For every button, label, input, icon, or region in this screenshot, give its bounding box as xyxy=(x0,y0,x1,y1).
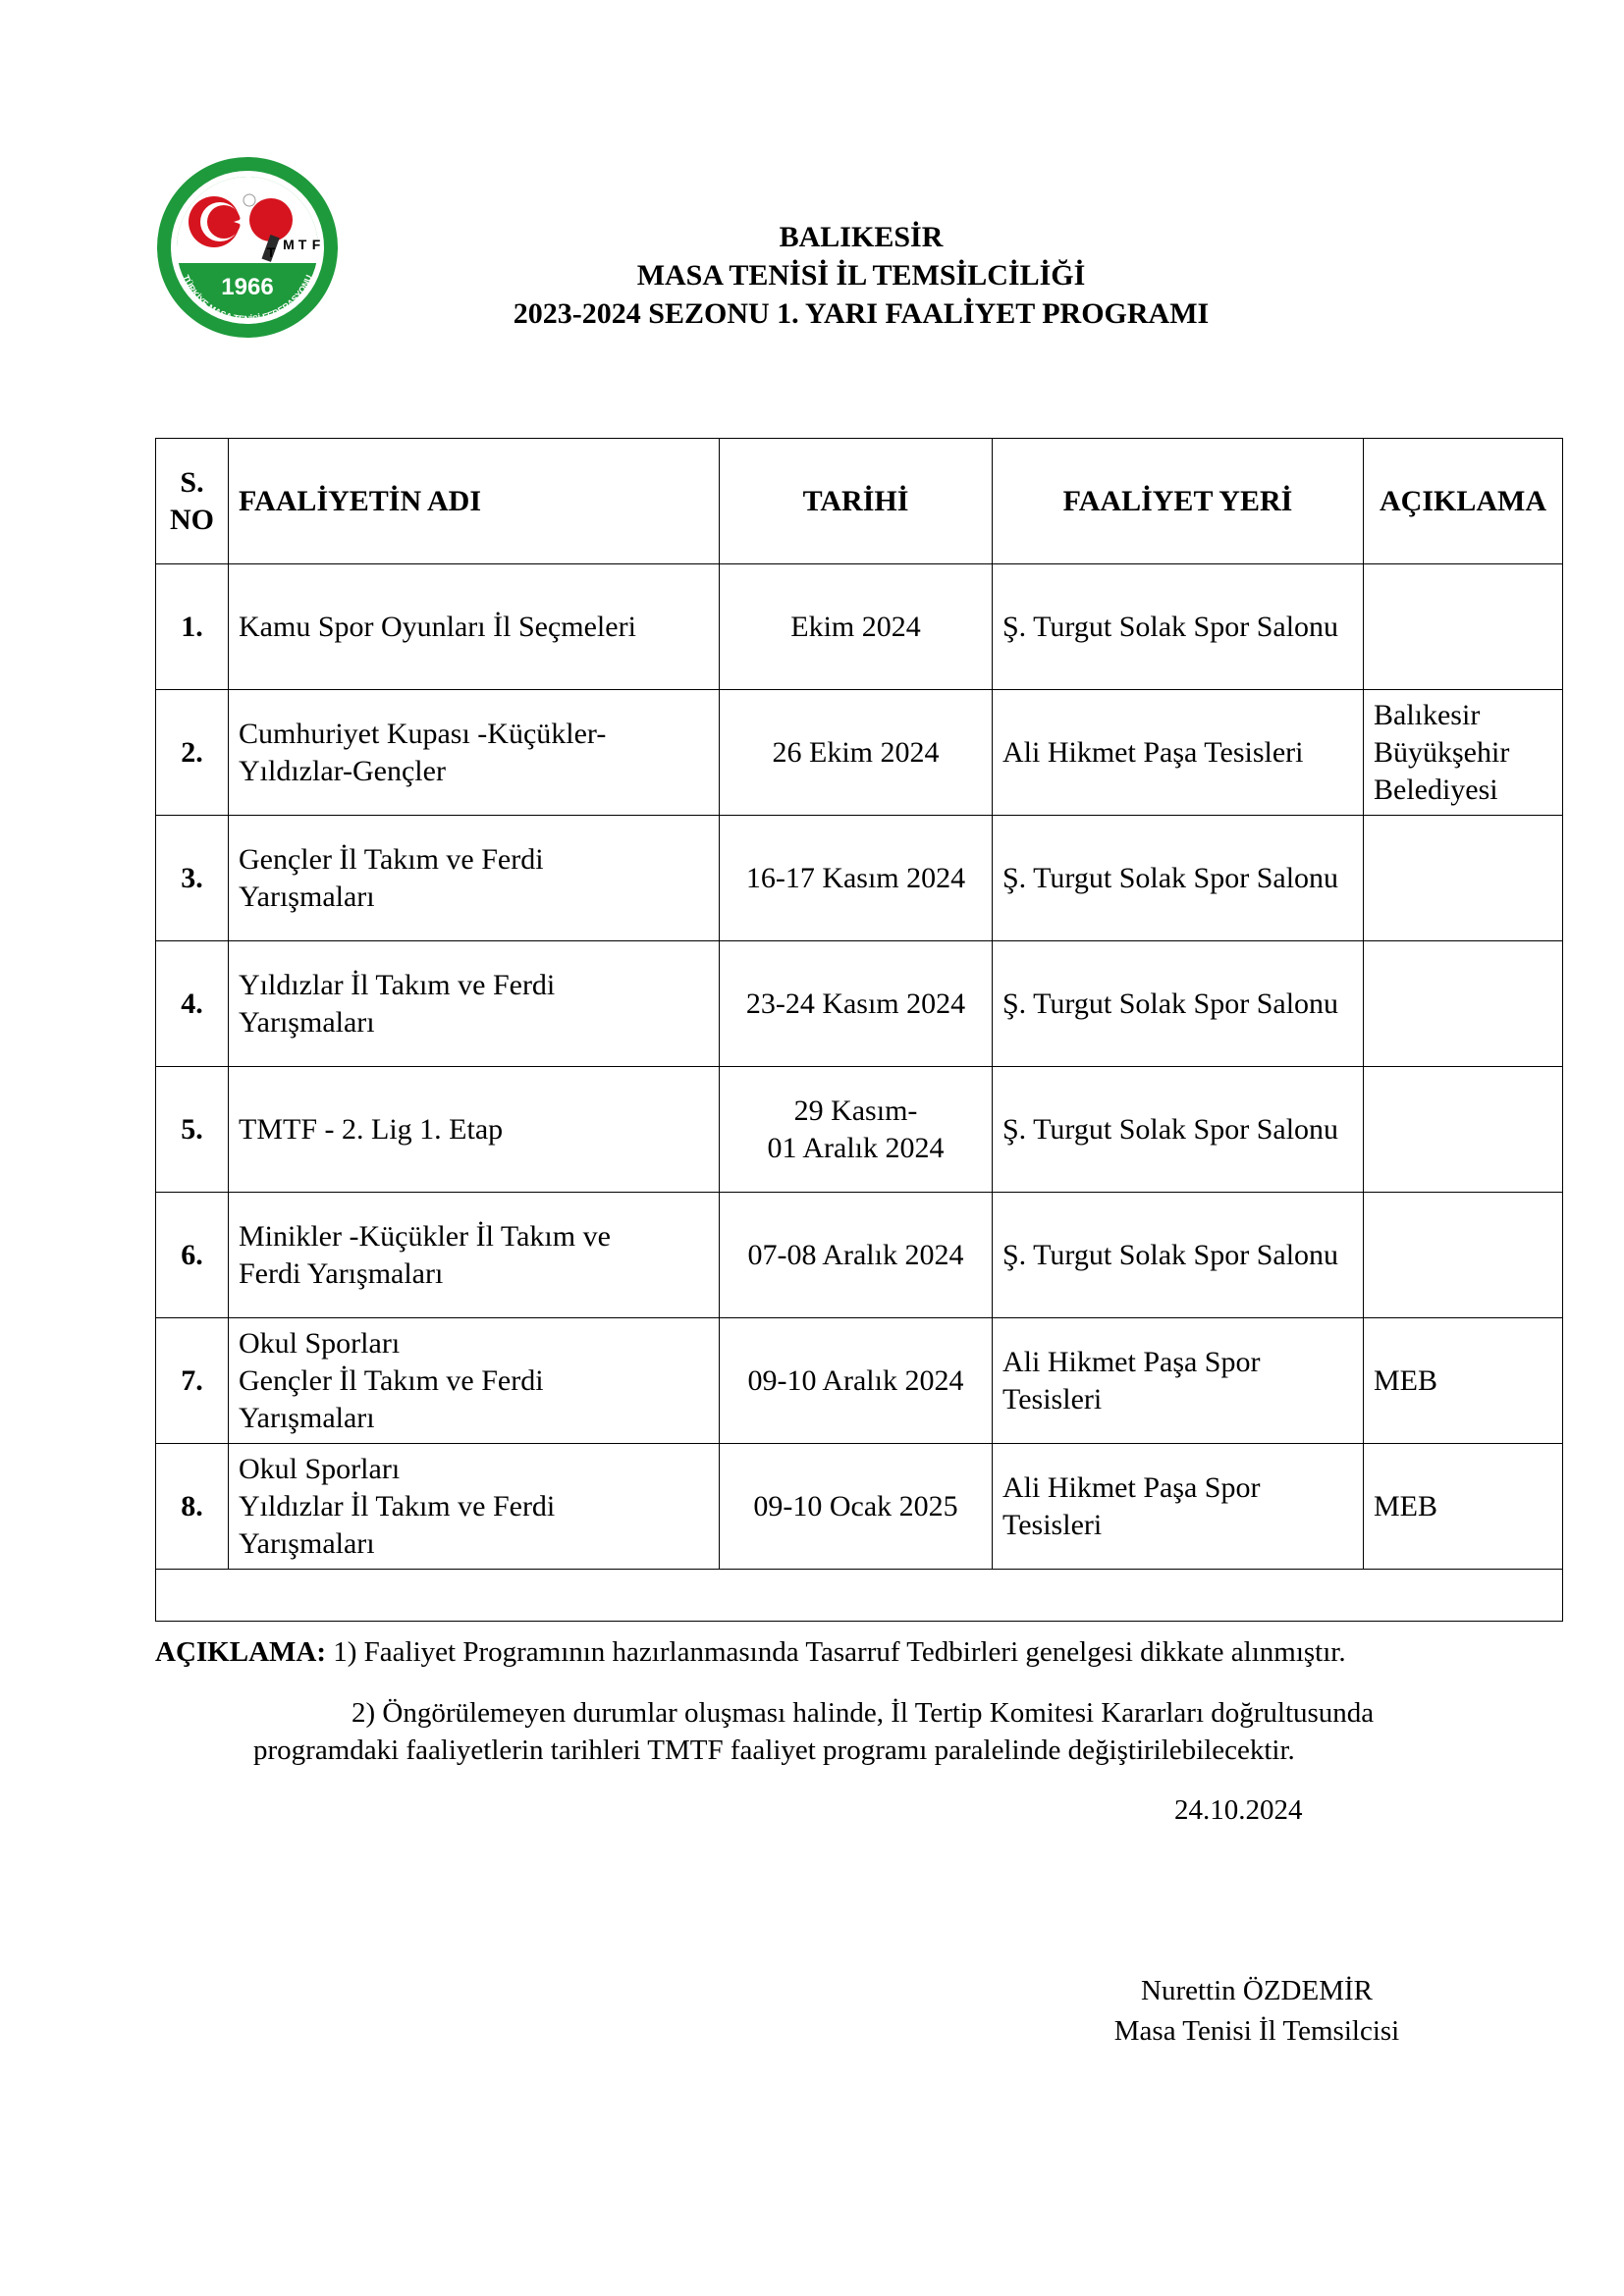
column-header-name: FAALİYETİN ADI xyxy=(229,439,720,564)
row-activity-name-line: Kamu Spor Oyunları İl Seçmeleri xyxy=(239,610,636,643)
row-activity-name-line: Yıldızlar-Gençler xyxy=(239,754,446,787)
row-activity-name xyxy=(229,1318,720,1444)
row-activity-name-line: Yıldızlar İl Takım ve Ferdi xyxy=(239,968,556,1001)
row-number: 3. xyxy=(156,816,229,941)
column-header-note: AÇIKLAMA xyxy=(1364,439,1563,564)
row-note-line: Büyükşehir xyxy=(1374,735,1510,769)
row-date-line: 26 Ekim 2024 xyxy=(772,735,940,769)
row-date xyxy=(720,941,993,1067)
row-activity-name xyxy=(229,690,720,816)
document-header xyxy=(295,218,1428,333)
row-date-line: 07-08 Aralık 2024 xyxy=(747,1238,964,1271)
row-date xyxy=(720,816,993,941)
row-number: 1. xyxy=(156,564,229,690)
note-label: AÇIKLAMA: xyxy=(155,1636,326,1668)
row-place xyxy=(993,816,1364,941)
table-row xyxy=(156,941,1563,1067)
row-note-line: MEB xyxy=(1374,1363,1438,1397)
row-activity-name xyxy=(229,1193,720,1318)
row-note-line: MEB xyxy=(1374,1489,1438,1522)
table-empty-row xyxy=(156,1570,1563,1622)
table-empty-cell xyxy=(156,1570,1563,1622)
note-item-1 xyxy=(155,1633,1346,1671)
row-note xyxy=(1364,1193,1563,1318)
logo-letter-m: M xyxy=(283,237,295,252)
logo-letter-t2: T xyxy=(298,237,307,252)
row-place-line: Ş. Turgut Solak Spor Salonu xyxy=(1002,610,1339,643)
row-date-line: 01 Aralık 2024 xyxy=(767,1131,945,1164)
table-row xyxy=(156,816,1563,941)
signatory-title: Masa Tenisi İl Temsilcisi xyxy=(1113,2015,1400,2047)
document-date: 24.10.2024 xyxy=(1174,1794,1303,1826)
header-city: BALIKESİR xyxy=(779,221,944,253)
row-note xyxy=(1364,564,1563,690)
row-place-line: Ş. Turgut Solak Spor Salonu xyxy=(1002,1112,1339,1146)
ball-icon xyxy=(244,194,255,206)
row-number: 6. xyxy=(156,1193,229,1318)
row-date-line: 23-24 Kasım 2024 xyxy=(745,987,966,1020)
row-activity-name-line: Yarışmaları xyxy=(239,880,375,913)
row-number: 7. xyxy=(156,1318,229,1444)
row-place-line: Ş. Turgut Solak Spor Salonu xyxy=(1002,987,1339,1020)
row-activity-name-line: Yarışmaları xyxy=(239,1005,375,1039)
table-row xyxy=(156,1193,1563,1318)
activity-program-table xyxy=(155,438,1563,1622)
row-place-line: Ali Hikmet Paşa Spor xyxy=(1002,1470,1261,1504)
row-note-line: Belediyesi xyxy=(1374,773,1498,806)
row-date xyxy=(720,564,993,690)
row-number: 5. xyxy=(156,1067,229,1193)
row-date xyxy=(720,1193,993,1318)
row-place xyxy=(993,564,1364,690)
row-activity-name xyxy=(229,941,720,1067)
row-date-line: 16-17 Kasım 2024 xyxy=(745,861,966,894)
row-note xyxy=(1364,1067,1563,1193)
logo-year: 1966 xyxy=(221,274,274,300)
row-activity-name-line: Yıldızlar İl Takım ve Ferdi xyxy=(239,1489,556,1522)
row-activity-name xyxy=(229,564,720,690)
row-date-line: 29 Kasım- xyxy=(793,1094,918,1127)
row-place xyxy=(993,1318,1364,1444)
row-activity-name xyxy=(229,1444,720,1570)
row-place xyxy=(993,941,1364,1067)
row-date xyxy=(720,1444,993,1570)
row-place-line: Tesisleri xyxy=(1002,1382,1103,1415)
row-activity-name-line: Gençler İl Takım ve Ferdi xyxy=(239,842,544,876)
row-place xyxy=(993,1444,1364,1570)
row-activity-name-line: Ferdi Yarışmaları xyxy=(239,1256,444,1290)
table-header-row xyxy=(156,439,1563,564)
row-note-line: Balıkesir xyxy=(1374,698,1481,731)
note-item-2-line1: 2) Öngörülemeyen durumlar oluşması halinde, İl Tertip Komitesi Kararları doğrultusunda xyxy=(352,1697,1375,1729)
row-place-line: Ali Hikmet Paşa Spor xyxy=(1002,1345,1261,1378)
signatory-name: Nurettin ÖZDEMİR xyxy=(1141,1975,1373,2006)
column-header-date: TARİHİ xyxy=(720,439,993,564)
row-note xyxy=(1364,816,1563,941)
row-date xyxy=(720,1318,993,1444)
row-note xyxy=(1364,1444,1563,1570)
row-place xyxy=(993,1067,1364,1193)
row-activity-name-line: Yarışmaları xyxy=(239,1401,375,1434)
row-note xyxy=(1364,941,1563,1067)
row-activity-name-line: Okul Sporları xyxy=(239,1326,401,1360)
column-header-place: FAALİYET YERİ xyxy=(993,439,1364,564)
row-place-line: Ş. Turgut Solak Spor Salonu xyxy=(1002,861,1339,894)
row-activity-name-line: Gençler İl Takım ve Ferdi xyxy=(239,1363,544,1397)
row-date xyxy=(720,690,993,816)
row-number: 2. xyxy=(156,690,229,816)
row-place xyxy=(993,1193,1364,1318)
logo-ring-text: TÜRKİYE MASA TENİSİ FEDERASYONU xyxy=(181,273,314,325)
note-item-2-line2: programdaki faaliyetlerin tarihleri TMTF faaliyet programı paralelinde değiştirilebilecektir. xyxy=(253,1735,1295,1766)
column-header-no-line2: NO xyxy=(170,503,214,536)
row-activity-name xyxy=(229,1067,720,1193)
row-date-line: 09-10 Aralık 2024 xyxy=(747,1363,964,1397)
table-row xyxy=(156,690,1563,816)
row-place xyxy=(993,690,1364,816)
table-row xyxy=(156,1444,1563,1570)
row-activity-name-line: Minikler -Küçükler İl Takım ve xyxy=(239,1219,611,1253)
column-header-no-line1: S. xyxy=(180,465,204,499)
logo-letter-f: F xyxy=(311,237,321,252)
table-row xyxy=(156,1067,1563,1193)
row-place-line: Tesisleri xyxy=(1002,1508,1103,1541)
column-header-no xyxy=(156,439,229,564)
note-item-1-text: 1) Faaliyet Programının hazırlanmasında Tasarruf Tedbirleri genelgesi dikkate alınmıştır. xyxy=(326,1636,1346,1668)
row-activity-name-line: Yarışmaları xyxy=(239,1526,375,1560)
row-number: 4. xyxy=(156,941,229,1067)
row-activity-name-line: Cumhuriyet Kupası -Küçükler- xyxy=(239,717,607,750)
row-place-line: Ali Hikmet Paşa Tesisleri xyxy=(1002,735,1304,769)
row-date-line: 09-10 Ocak 2025 xyxy=(753,1489,958,1522)
header-org: MASA TENİSİ İL TEMSİLCİLİĞİ xyxy=(636,259,1086,292)
row-place-line: Ş. Turgut Solak Spor Salonu xyxy=(1002,1238,1339,1271)
table-row xyxy=(156,1318,1563,1444)
row-note xyxy=(1364,690,1563,816)
row-activity-name-line: TMTF - 2. Lig 1. Etap xyxy=(239,1112,504,1146)
row-date-line: Ekim 2024 xyxy=(790,610,921,643)
row-date xyxy=(720,1067,993,1193)
signature-block xyxy=(1070,1971,1443,2052)
row-activity-name-line: Okul Sporları xyxy=(239,1452,401,1485)
row-number: 8. xyxy=(156,1444,229,1570)
table-row xyxy=(156,564,1563,690)
row-note xyxy=(1364,1318,1563,1444)
logo-letter-t1: T xyxy=(266,244,276,260)
header-program-title: 2023-2024 SEZONU 1. YARI FAALİYET PROGRAMI xyxy=(513,297,1210,330)
row-activity-name xyxy=(229,816,720,941)
